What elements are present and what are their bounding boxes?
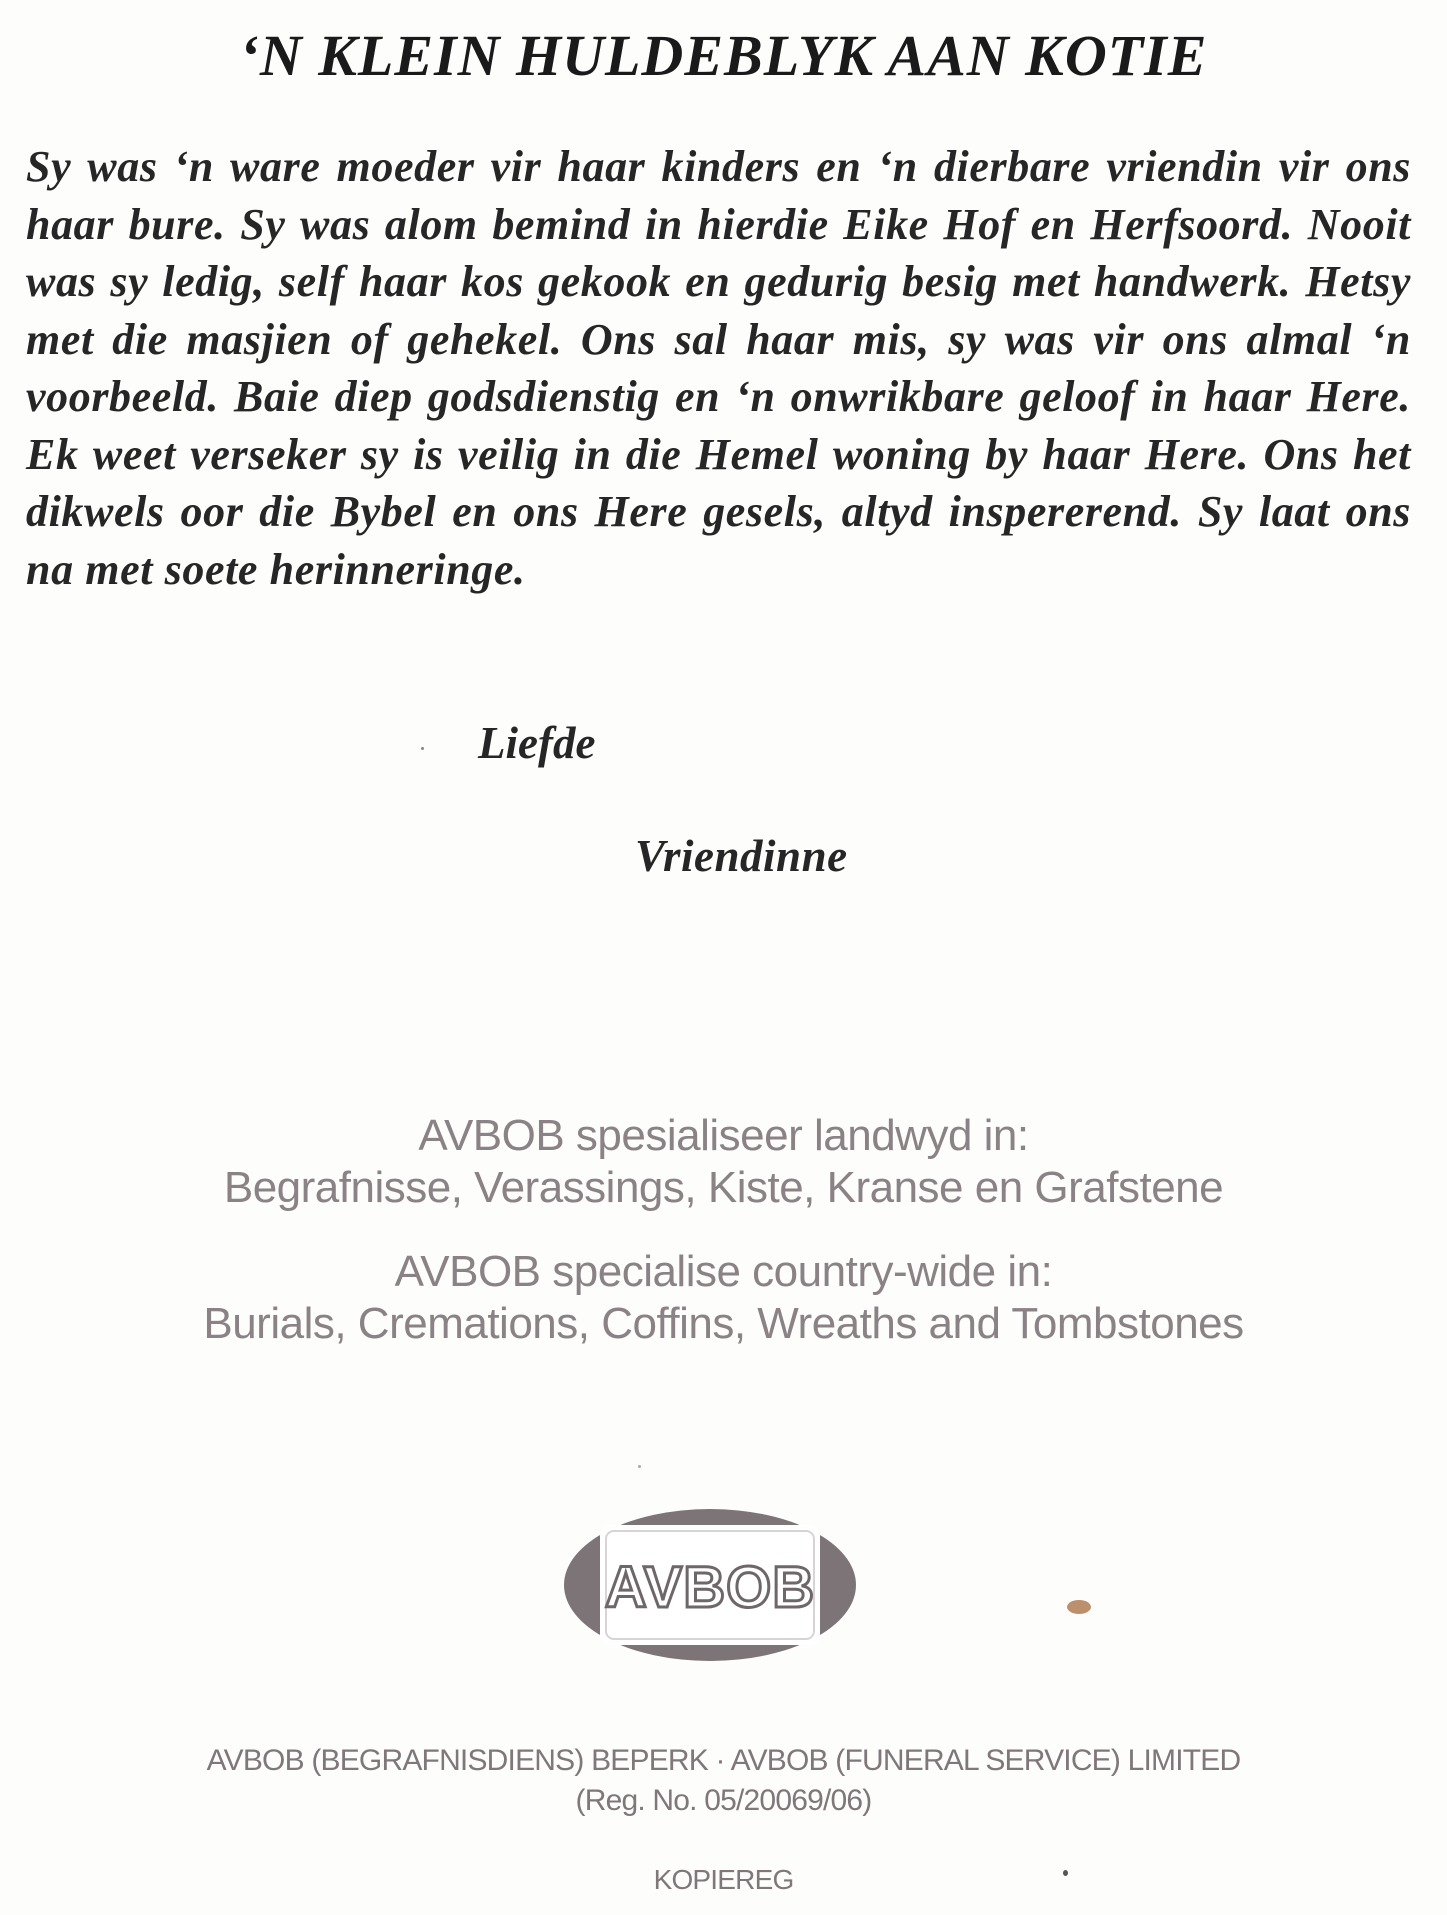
paper-speck [638,1465,641,1468]
paper-speck [421,747,424,750]
logo-wordmark: AVBOB [604,1555,816,1620]
paper-speck [1063,1870,1068,1876]
avbob-logo-graphic [560,1505,860,1665]
signature-text: Vriendinne [635,831,848,881]
company-name: AVBOB (BEGRAFNISDIENS) BEPERK · AVBOB (FUNERAL SERVICE) LIMITED [206,1744,1241,1777]
avbob-logo [560,1505,860,1665]
promo-afrikaans-heading: AVBOB spesialiseer landwyd in: [418,1111,1029,1160]
registration-number: (Reg. No. 05/20069/06) [575,1784,872,1817]
paper-speck [1067,1600,1091,1614]
promo-english-heading: AVBOB specialise country-wide in: [394,1247,1053,1296]
closing-text: Liefde [478,718,596,768]
tribute-text: Sy was ‘n ware moeder vir haar kinders en ‘n dierbare vriendin vir ons haar bure. Sy was alom bemind in hierdie Eike Hof en Herfsoord. Nooit was sy ledig, self haar kos gekook en gedurig besig met handwerk. Hetsy met die masjien of gehekel. Ons sal haar mis, sy was vir ons almal ‘n voorbeeld. Baie diep godsdienstig en ‘n onwrikbare geloof in haar Here. Ek weet verseker sy is veilig in die Hemel woning by haar Here. Ons het dikwels oor die Bybel en ons Here gesels, altyd inspererend. Sy laat ons na met soete herinneringe. [26,142,1411,594]
promo-afrikaans-services: Begrafnisse, Verassings, Kiste, Kranse en Grafstene [223,1163,1224,1212]
page-title: ‘N KLEIN HULDEBLYK AAN KOTIE [239,23,1208,88]
promo-english-services: Burials, Cremations, Coffins, Wreaths and Tombstones [203,1299,1244,1348]
copyright-notice: KOPIEREG [653,1864,794,1895]
